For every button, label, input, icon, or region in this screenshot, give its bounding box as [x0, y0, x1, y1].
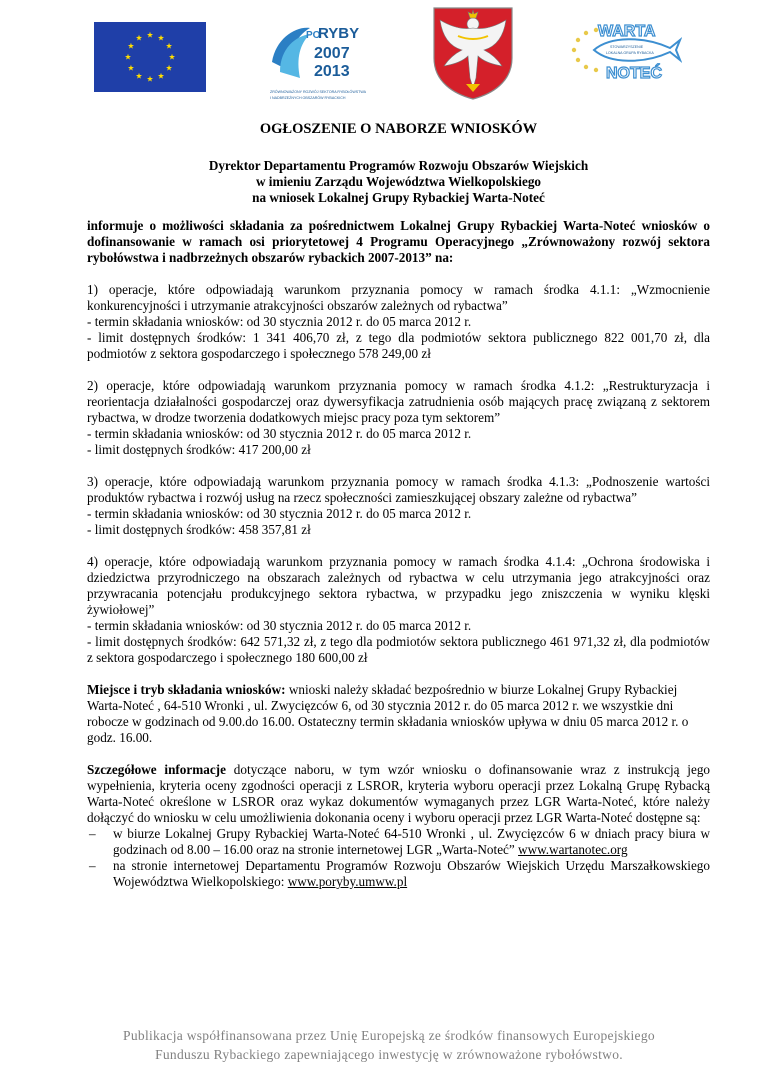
details-block: [87, 762, 710, 890]
poryby-year1-text: 2007: [314, 45, 350, 62]
page-title: OGŁOSZENIE O NABORZE WNIOSKÓW: [259, 121, 538, 137]
measure-deadline: - termin składania wniosków: od 30 stycznia 2012 r. do 05 marca 2012 r.: [87, 426, 472, 441]
header-line: Dyrektor Departamentu Programów Rozwoju Obszarów Wiejskich: [208, 158, 589, 173]
measure-limit: - limit dostępnych środków: 458 357,81 zł: [87, 522, 311, 537]
warta-small2: LOKALNA GRUPA RYBACKA: [606, 51, 654, 55]
measure-description: 4) operacje, które odpowiadają warunkom przyznania pomocy w ramach środka 4.1.4: „Ochrona środowiska i dziedzictwa przyrodniczego na obszarach zależnych od rybactwa w celu utrzymania jego atrakcyjności oraz przywracania potencjału produkcyjnego sektora rybactwa, w przypadku jego zniszczenia w wyniku klęski żywiołowej”: [87, 554, 710, 617]
warta-text: WARTA: [598, 23, 656, 40]
list-item-text: na stronie internetowej Departamentu Programów Rozwoju Obszarów Wiejskich Urzędu Marszałkowskiego Województwa Wielkopolskiego:: [113, 858, 710, 889]
poryby-ryby-text: RYBY: [318, 25, 360, 42]
poryby-logo: [266, 18, 366, 106]
poryby-caption1: ZRÓWNOWAŻONY ROZWÓJ SEKTORA RYBOŁÓWSTWA: [270, 90, 366, 94]
details-paragraph: [87, 762, 710, 826]
measure-deadline: - termin składania wniosków: od 30 stycznia 2012 r. do 05 marca 2012 r.: [87, 618, 472, 633]
intro-paragraph: informuje o możliwości składania za pośrednictwem Lokalnej Grupy Rybackiej Warta-Noteć wniosków o dofinansowanie w ramach osi priorytetowej 4 Programu Operacyjnego „Zrównoważony rozwój sektora rybołówstwa i nadbrzeżnych obszarów rybackich 2007-2013” na:: [87, 218, 710, 265]
dash-bullet: –: [89, 826, 96, 841]
list-item-text: w biurze Lokalnej Grupy Rybackiej Warta-Noteć 64-510 Wronki , ul. Zwycięzców 6 w dniach pracy biura w godzinach od 8.00 – 16.00 oraz na stronie internetowej LGR „Warta-Noteć”: [113, 826, 710, 857]
header-line: na wniosek Lokalnej Grupy Rybackiej Warta-Noteć: [252, 190, 545, 205]
measure-section-3: [87, 474, 710, 538]
wartanotec-link[interactable]: www.wartanotec.org: [518, 842, 628, 857]
poryby-link[interactable]: www.poryby.umww.pl: [287, 874, 408, 889]
announcement-body: [87, 118, 710, 890]
submission-place-paragraph: [87, 682, 710, 746]
poryby-year2-text: 2013: [314, 63, 350, 80]
measure-deadline: - termin składania wniosków: od 30 stycznia 2012 r. do 05 marca 2012 r.: [87, 314, 472, 329]
list-item: [87, 826, 710, 858]
wielkopolska-coat-of-arms: [432, 6, 514, 100]
measure-description: 1) operacje, które odpowiadają warunkom przyznania pomocy w ramach środka 4.1.1: „Wzmocnienie konkurencyjności i utrzymanie atrakcyjności obszarów zależnych od rybactwa”: [87, 282, 710, 313]
measure-deadline: - termin składania wniosków: od 30 stycznia 2012 r. do 05 marca 2012 r.: [87, 506, 472, 521]
eu-flag-logo: [94, 22, 206, 92]
details-list: [87, 826, 710, 890]
submission-place-text: wnioski należy składać bezpośrednio w biurze Lokalnej Grupy Rybackiej Warta-Noteć , 64-510 Wronki , ul. Zwycięzców 6, od 30 stycznia 2012 r. do 05 marca 2012 r. we wszystkie dni robocze w godzinach od 9.00.do 16.00. Ostateczny termin składania wniosków upływa w dniu 05 marca 2012 r. o godz. 16.00.: [87, 682, 689, 745]
logo-bar: [0, 0, 778, 110]
dash-bullet: –: [89, 858, 96, 873]
notec-text: NOTEĆ: [606, 65, 662, 82]
measure-description: 2) operacje, które odpowiadają warunkom przyznania pomocy w ramach środka 4.1.2: „Restrukturyzacja i reorientacja działalności gospodarczej oraz dywersyfikacja zatrudnienia osób mających pracę związaną z sektorem rybactwa, w drodze tworzenia dodatkowych miejsc pracy poza tym sektorem”: [87, 378, 710, 425]
measure-limit: - limit dostępnych środków: 1 341 406,70 zł, z tego dla podmiotów sektora publicznego 822 001,70 zł, dla podmiotów z sektora gospodarczego i społecznego 578 249,00 zł: [87, 330, 710, 361]
footer-line: Funduszu Rybackiego zapewniającego inwestycję w zrównoważone rybołówstwo.: [155, 1047, 623, 1062]
poryby-caption2: I NADBRZEŻNYCH OBSZARÓW RYBACKICH: [270, 96, 346, 100]
warta-notec-logo: [566, 14, 682, 84]
warta-small1: STOWARZYSZENIE: [610, 45, 644, 49]
measure-section-1: [87, 282, 710, 362]
measure-description: 3) operacje, które odpowiadają warunkom przyznania pomocy w ramach środka 4.1.3: „Podnoszenie wartości produktów rybactwa i rozwój usług na rzecz społeczności zamieszkującej obszary zależne od rybactwa”: [87, 474, 710, 505]
footer-line: Publikacja współfinansowana przez Unię Europejską ze środków finansowych Europejskiego: [123, 1028, 655, 1043]
measure-section-2: [87, 378, 710, 458]
list-item: [87, 858, 710, 890]
measure-limit: - limit dostępnych środków: 642 571,32 zł, z tego dla podmiotów sektora publicznego 461 971,32 zł, dla podmiotów z sektora gospodarczego i społecznego 180 600,00 zł: [87, 634, 710, 665]
measure-limit: - limit dostępnych środków: 417 200,00 zł: [87, 442, 311, 457]
details-label: Szczegółowe informacje: [87, 762, 226, 777]
measure-section-4: [87, 554, 710, 666]
footer: [0, 1026, 778, 1064]
submission-place-label: Miejsce i tryb składania wniosków:: [87, 682, 286, 697]
poryby-po-text: PO: [306, 30, 321, 41]
header-line: w imieniu Zarządu Województwa Wielkopolskiego: [255, 174, 542, 189]
details-text: dotyczące naboru, w tym wzór wniosku o dofinansowanie wraz z instrukcją jego wypełnienia, kryteria oceny zgodności operacji z LSROR, kryteria wyboru operacji przez Lokalną Grupę Rybacką Warta-Noteć określone w LSROR oraz wykaz dokumentów wymaganych przez LGR Warta-Noteć, które należy dołączyć do wniosku w celu umożliwienia dokonania oceny i wyboru operacji przez LGR Warta-Noteć dostępne są:: [87, 762, 711, 825]
issuer-header: [87, 158, 710, 206]
